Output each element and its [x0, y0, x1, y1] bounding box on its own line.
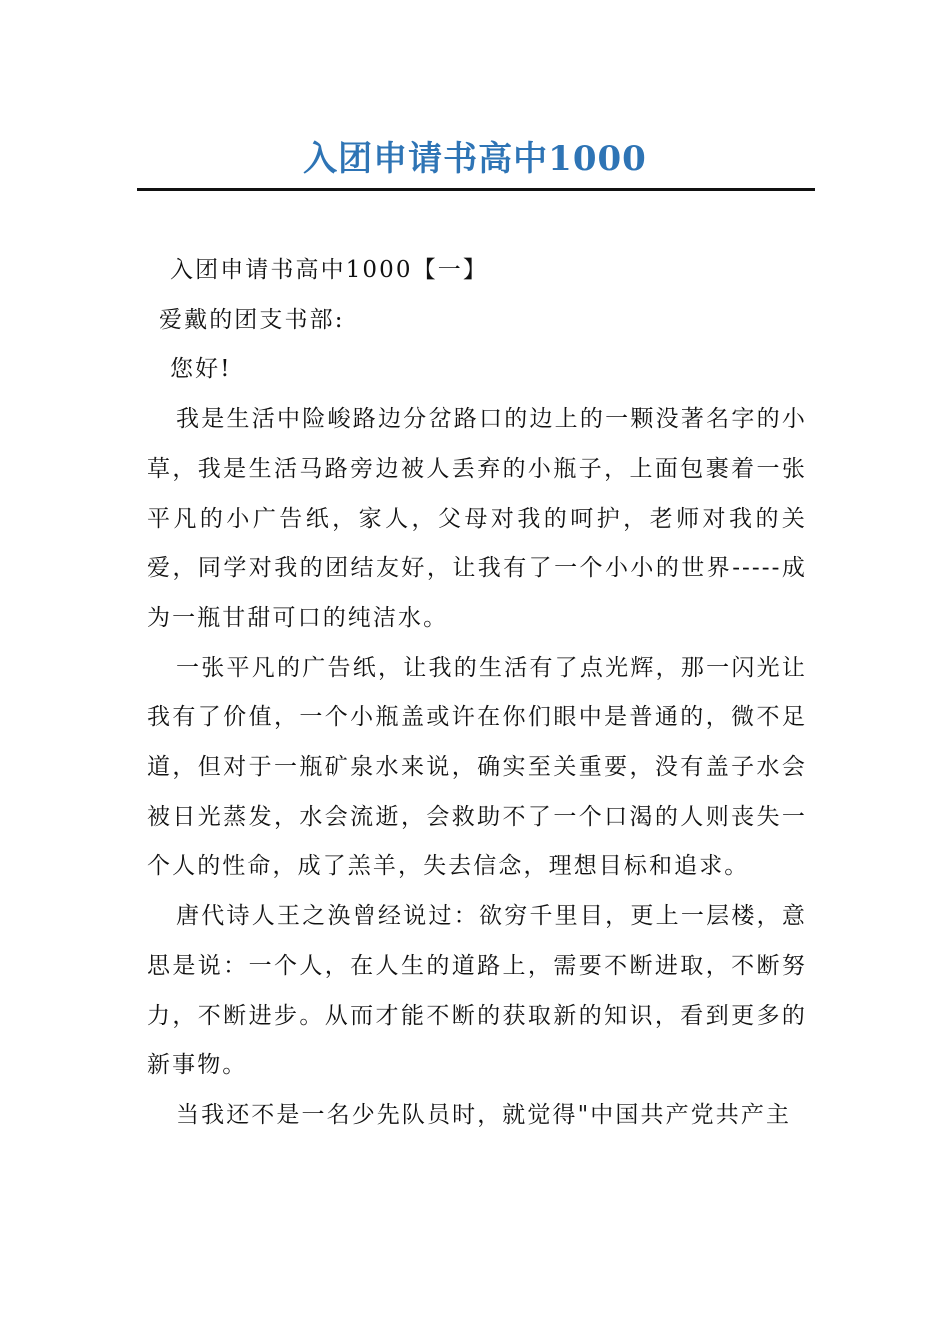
document-title: 入团申请书高中1000	[303, 139, 647, 179]
salutation: 爱戴的团支书部:	[159, 306, 345, 333]
paragraph: 当我还不是一名少先队员时，就觉得"中国共产党共产主	[176, 1101, 792, 1128]
section-heading: 入团申请书高中1000【一】	[170, 257, 488, 283]
title-underline	[137, 188, 815, 191]
paragraph: 唐代诗人王之涣曾经说过：欲穷千里目，更上一层楼，意思是说：一个人，在人生的道路上，需要不断进取，不断努力，不断进步。从而才能不断的获取新的知识，看到更多的新事物。	[147, 903, 807, 1079]
paragraph: 我是生活中险峻路边分岔路口的边上的一颗没著名字的小草，我是生活马路旁边被人丢弃的小瓶子，上面包裹着一张平凡的小广告纸，家人，父母对我的呵护，老师对我的关爱，同学对我的团结友好，让我有了一个小小的世界-----成为一瓶甘甜可口的纯洁水。	[147, 406, 807, 631]
document-body	[147, 246, 807, 1141]
paragraph: 一张平凡的广告纸，让我的生活有了点光辉，那一闪光让我有了价值，一个小瓶盖或许在你们眼中是普通的，微不足道，但对于一瓶矿泉水来说，确实至关重要，没有盖子水会被日光蒸发，水会流逝，会救助不了一个口渴的人则丧失一个人的性命，成了羔羊，失去信念，理想目标和追求。	[147, 654, 807, 880]
greeting: 您好!	[170, 356, 232, 383]
